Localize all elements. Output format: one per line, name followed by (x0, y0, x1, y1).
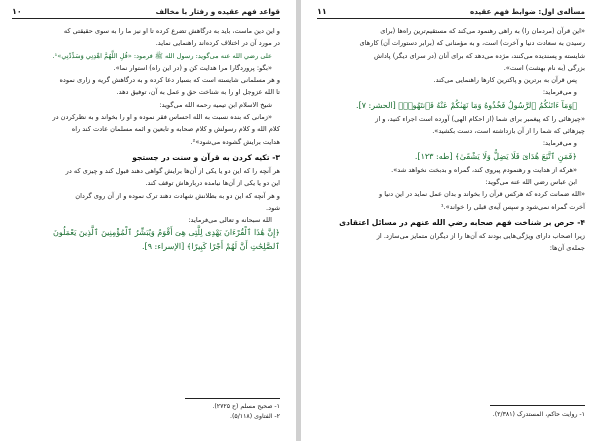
footnotes (493, 410, 585, 420)
header-title: قواعد فهم عقیده و رفتار با مخالف (155, 7, 280, 16)
text-line: «هرکه از هدایت و رهنمودم پیروی کند، گمراه و بدبخت نخواهد شد». (391, 165, 577, 174)
page-gutter (296, 0, 301, 441)
footnotes (212, 402, 280, 422)
page-body (317, 25, 585, 254)
text-line: جمله‌ی آن‌ها: (549, 244, 585, 253)
section-heading: ۳- تکیه کردن به قرآن و سنت در جستجو (132, 152, 280, 162)
quran-verse: ﴿إِنَّ هَٰذَا ٱلْقُرْءَانَ يَهْدِى لِلَّتِى هِىَ أَقْوَمُ وَيُبَشِّرُ ٱلْمُؤْمِنِينَ ٱلَّذِينَ يَعْمَلُونَ (52, 228, 280, 238)
text-line: آخرت گمراه نمی‌شود و سپس آیه‌ی قبلی را خواند».¹ (440, 202, 585, 211)
page-body (12, 25, 280, 254)
text-line: بزرگی (به نام بهشت) است». (503, 63, 585, 72)
text-line: «بگو: پروردگارا مرا هدایت کن و (در این راه) استوار نما». (113, 63, 272, 72)
text-line: هر آنچه را که این دو یا یکی از آن‌ها برایش گواهی دهند قبول کند و چیزی که در (65, 166, 280, 175)
footnote: ۱- روایت حاکم، المستدرک (۲/۳۸۱). (492, 411, 585, 418)
page-10 (0, 0, 296, 441)
text-line: رسیدن به سعادت دنیا و آخرت) است، و به مؤمنانی که (برابر دستورات آن) کارهای (359, 39, 585, 48)
text-line: شایسته و پسندیده می‌کنند، مژده می‌دهد که برای آنان (در سرای دیگر) پاداش (373, 51, 585, 60)
footnote-rule (185, 398, 280, 399)
text-line: و می‌فرماید: (542, 139, 577, 148)
text-line: الله سبحانه و تعالی می‌فرماید: (188, 216, 272, 225)
text-line: تا الله عزوجل او را به شناخت حق و عمل به آن، توفیق دهد. (116, 88, 280, 97)
footnote: ۲- الفتاوی (۵/۱۱۸). (229, 413, 280, 420)
text-line: و این دین ماست، باید به درگاهش تضرع کرده تا او نیز ما را به سوی حقیقتی که (63, 27, 280, 35)
text-line: «الله ضمانت کرده که هرکس قرآن را بخواند و بدان عمل نماید در این دنیا و (379, 190, 585, 199)
text-line: ابن عباس رضي الله عنه می‌گوید: (485, 177, 577, 186)
text-line: پس قرآن به برترین و پاکترین کارها راهنمایی می‌کند. (433, 76, 577, 85)
text-line: و هر آنچه که این دو به بطلانش شهادت دهند ترک نموده و از آن روی گردان (75, 191, 280, 200)
text-line: و هر مسلمانی شایسته است که بسیار دعا کرده و به درگاهش گریه و زاری نموده (59, 76, 280, 85)
quran-verse: ﴿وَمَآ ءَاتَىٰكُمُ ٱلرَّسُولُ فَخُذُوهُ وَمَا نَهَىٰكُمْ عَنْهُ فَٱنتَهُوا۟﴾ [الحشر: ۷]. (356, 100, 577, 110)
text-line: در مورد آن در اختلاف کرده‌اند راهنمایی نماید. (155, 39, 280, 48)
quran-verse: ٱلصَّٰلِحَٰتِ أَنَّ لَهُمْ أَجْرًا كَبِيرًا﴾ [الإسراء: ۹]. (142, 242, 280, 252)
text-line: شود. (266, 203, 280, 212)
text-line: هدایت برایش گشوده می‌شود»². (190, 137, 280, 146)
text-line: «زمانی که بنده نسبت به الله احساس فقر نموده و او را بخواند و به نظرکردن در (52, 113, 272, 122)
text-line: «چیزهائی را که پیغمبر برای شما (از احکام الهی) آورده است اجراء کنید، و از (375, 114, 585, 123)
header-title: مسأله‌ی اول: ضوابط فهم عقیده (470, 7, 585, 16)
page-header (12, 7, 280, 19)
hadith-line: علی رضي الله عنه می‌گوید: رسول الله ﷺ فرمود: «قُلِ اللَّهُمَّ اهْدِنِي وَسَدِّدْنِي»¹. (52, 51, 272, 60)
text-line: چیزهائی که شما را از آن بازداشته است، دست بکشید». (432, 127, 585, 136)
text-line: شیخ الاسلام ابن تیمیه رحمه الله می‌گوید: (159, 100, 272, 109)
text-line: «این قرآن (مردمان را) به راهی رهنمود می‌کند که مستقیم‌ترین راه‌ها (برای (380, 27, 585, 35)
footnote: ۱- صحیح مسلم (ح ۲۷۲۵). (212, 403, 280, 410)
page-11 (301, 0, 597, 441)
page-number: ۱۱ (317, 7, 327, 16)
page-number: ۱۰ (12, 7, 22, 16)
text-line: کلام الله و کلام رسولش و کلام صحابه و تابعین و ائمه مسلمان عادت کند راه (71, 125, 280, 134)
footnote-rule (490, 405, 585, 406)
text-line: این دو یا یکی از آن‌ها نیامده دربارهاش توقف کند. (145, 179, 280, 188)
quran-verse: ﴿فَمَنِ ٱتَّبَعَ هُدَاىَ فَلَا يَضِلُّ وَلَا يَشْقَىٰ﴾ [طه: ۱۲۳]. (414, 151, 577, 161)
text-line: زیرا اصحاب دارای ویژگی‌هایی بودند که آن‌ها را از دیگران متمایز می‌سازد. از (376, 231, 585, 240)
text-line: و می‌فرماید: (542, 88, 577, 97)
page-header (317, 7, 585, 19)
section-heading: ۴- حرص بر شناخت فهم صحابه رضي الله عنهم در مسائل اعتقادی (339, 217, 585, 227)
